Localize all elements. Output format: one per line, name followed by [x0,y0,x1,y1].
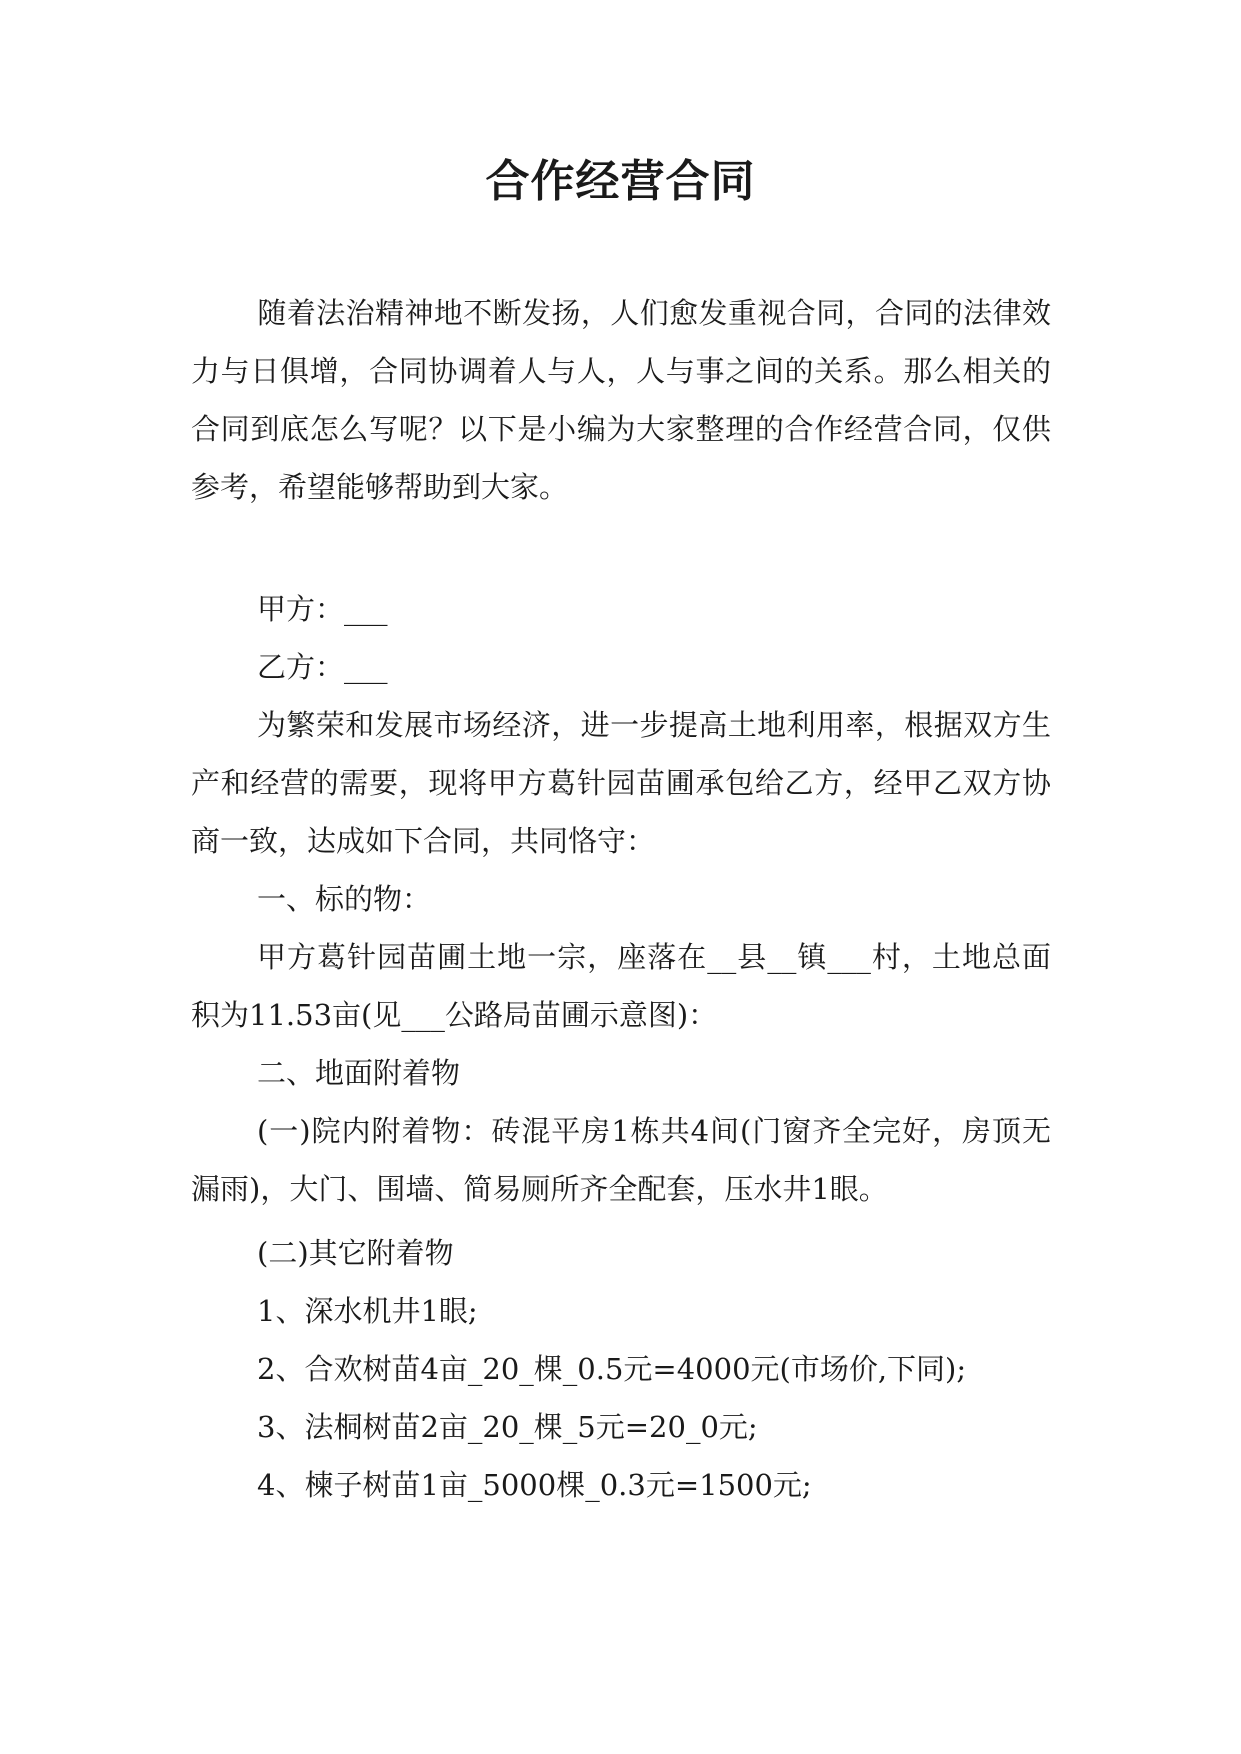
subject-paragraph: 甲方葛针园苗圃土地一宗，座落在__县__镇___村，土地总面积为11.53亩(见___公路局苗圃示意图)： [191,940,1051,1032]
party-b-line: 乙方：___ [257,650,388,684]
list-item: 2、合欢树苗4亩_20_棵_0.5元=4000元(市场价,下同); [257,1352,967,1386]
section-heading-attachments: 二、地面附着物 [257,1056,461,1090]
preamble-paragraph: 为繁荣和发展市场经济，进一步提高土地利用率，根据双方生产和经营的需要，现将甲方葛针园苗圃承包给乙方，经甲乙双方协商一致，达成如下合同，共同恪守： [191,708,1051,858]
intro-text: 随着法治精神地不断发扬，人们愈发重视合同，合同的法律效力与日俱增，合同协调着人与人，人与事之间的关系。那么相关的合同到底怎么写呢？以下是小编为大家整理的合作经营合同，仅供参考，希望能够帮助到大家。 [191,296,1051,504]
intro-paragraph [191,284,1051,516]
other-attachments-heading: (二)其它附着物 [257,1236,454,1270]
list-item: 1、深水机井1眼; [257,1294,478,1328]
list-item: 4、楝子树苗1亩_5000棵_0.3元=1500元; [257,1468,812,1502]
section-heading-subject: 一、标的物： [257,882,432,916]
document-title: 合作经营合同 [485,156,756,207]
list-item: 3、法桐树苗2亩_20_棵_5元=20_0元; [257,1410,758,1444]
contract-body [191,580,1051,1514]
party-a-line: 甲方：___ [257,592,388,626]
courtyard-attachments-paragraph: (一)院内附着物：砖混平房1栋共4间(门窗齐全完好，房顶无漏雨)，大门、围墙、简易厕所齐全配套，压水井1眼。 [191,1114,1051,1206]
